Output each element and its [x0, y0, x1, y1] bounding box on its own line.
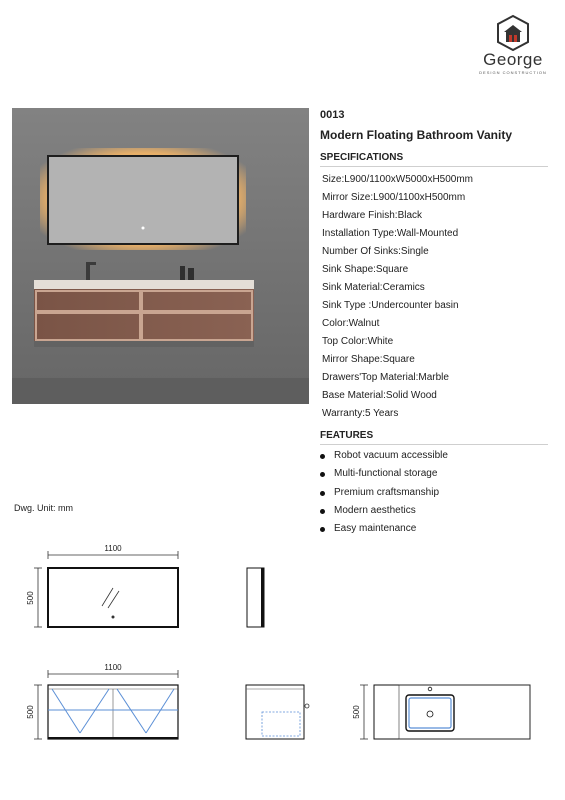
feature-item [320, 487, 448, 505]
technical-drawings [0, 540, 565, 800]
house-logo-icon [476, 14, 550, 54]
cabinet-height-label: 500 [26, 705, 35, 719]
mirror-width-label: 1100 [104, 544, 122, 553]
spec-item: Installation Type:Wall-Mounted [322, 228, 459, 239]
drawing-unit-label: Dwg. Unit: mm [14, 503, 74, 513]
bullet-icon [320, 509, 325, 514]
spec-item: Number Of Sinks:Single [322, 246, 429, 257]
brand-logo [476, 14, 550, 78]
product-title: Modern Floating Bathroom Vanity [320, 128, 513, 142]
product-code: 0013 [320, 109, 345, 121]
feature-item [320, 468, 448, 486]
specifications-list [322, 173, 473, 425]
cabinet-top-drawing [352, 685, 530, 739]
logo-tagline: DESIGN CONSTRUCTION [479, 70, 547, 75]
mirror-height-label: 500 [26, 591, 35, 605]
feature-label: Premium craftsmanship [334, 486, 440, 498]
spec-item: Top Color:White [322, 336, 394, 347]
spec-item: Mirror Size:L900/1100xH500mm [322, 192, 466, 203]
feature-label: Modern aesthetics [334, 504, 416, 516]
bullet-icon [320, 454, 325, 459]
features-heading: FEATURES [320, 430, 548, 445]
spec-item: Color:Walnut [322, 318, 380, 329]
cabinet-side-drawing [246, 685, 309, 739]
bullet-icon [320, 472, 325, 477]
specifications-heading: SPECIFICATIONS [320, 152, 548, 167]
cabinet-width-label: 1100 [104, 663, 122, 672]
top-view-height-label: 500 [352, 705, 361, 719]
spec-item: Sink Shape:Square [322, 264, 409, 275]
spec-item: Sink Type :Undercounter basin [322, 300, 459, 311]
feature-item [320, 450, 448, 468]
feature-label: Multi-functional storage [334, 468, 438, 480]
bullet-icon [320, 527, 325, 532]
logo-name: George [483, 50, 543, 69]
feature-label: Robot vacuum accessible [334, 450, 448, 461]
spec-item: Base Material:Solid Wood [322, 390, 437, 401]
mirror-side-drawing [247, 568, 264, 627]
spec-item: Mirror Shape:Square [322, 354, 415, 365]
feature-label: Easy maintenance [334, 523, 417, 535]
spec-item: Sink Material:Ceramics [322, 282, 425, 293]
cabinet-front-drawing [26, 663, 178, 739]
spec-item: Warranty:5 Years [322, 408, 399, 419]
spec-item: Size:L900/1100xW5000xH500mm [322, 174, 474, 185]
feature-item [320, 523, 448, 541]
features-list [320, 450, 448, 541]
feature-item [320, 505, 448, 523]
spec-item: Hardware Finish:Black [322, 210, 423, 221]
spec-item: Drawers'Top Material:Marble [322, 372, 449, 383]
product-photo [12, 108, 309, 404]
bullet-icon [320, 491, 325, 496]
mirror-front-drawing [26, 544, 178, 627]
